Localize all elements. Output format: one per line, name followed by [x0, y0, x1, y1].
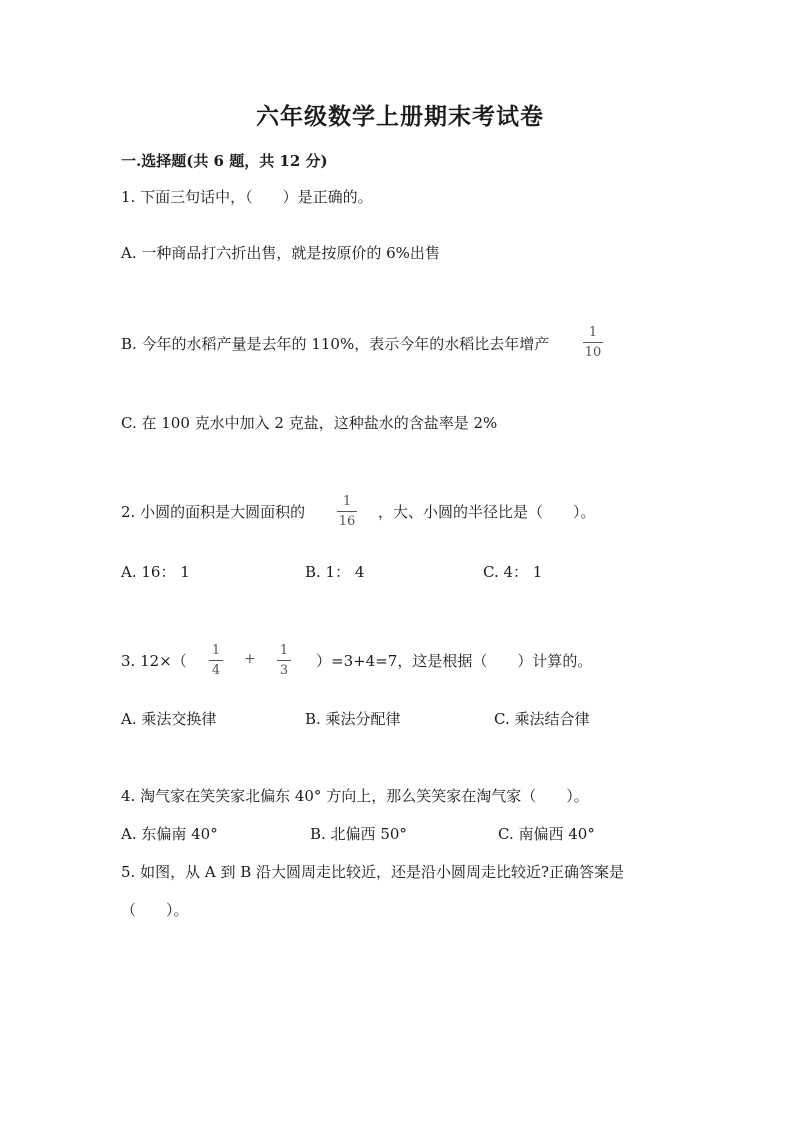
question-4-option-b: B. 北偏西 50° — [310, 825, 407, 843]
fraction-bar — [337, 511, 357, 512]
question-2-fraction — [337, 494, 357, 529]
section-heading: 一.选择题(共 6 题，共 12 分) — [121, 152, 328, 170]
question-3-option-b: B. 乘法分配律 — [305, 710, 401, 728]
question-3-option-c: C. 乘法结合律 — [494, 710, 590, 728]
question-5-stem-line-2: （ ）。 — [121, 901, 189, 919]
fraction-bar — [209, 660, 223, 661]
question-3-option-a: A. 乘法交换律 — [121, 710, 217, 728]
question-1-option-b: B. 今年的水稻产量是去年的 110%，表示今年的水稻比去年增产 — [121, 335, 550, 353]
question-4-option-a: A. 东偏南 40° — [121, 825, 218, 843]
fraction-numerator: 1 — [279, 643, 289, 658]
question-3-plus-sign: + — [244, 651, 256, 667]
question-3-stem-before: 3. 12×（ — [121, 652, 187, 670]
fraction-numerator: 1 — [588, 325, 598, 340]
question-4-option-c: C. 南偏西 40° — [498, 825, 595, 843]
question-1-option-c: C. 在 100 克水中加入 2 克盐，这种盐水的含盐率是 2% — [121, 414, 498, 432]
fraction-bar — [277, 660, 291, 661]
question-3-fraction-1 — [209, 643, 223, 678]
question-2-option-a: A. 16： 1 — [121, 563, 190, 581]
question-1-stem: 1. 下面三句话中，（ ）是正确的。 — [121, 188, 373, 206]
fraction-denominator: 16 — [338, 514, 356, 529]
page-title: 六年级数学上册期末考试卷 — [256, 103, 544, 130]
fraction-bar — [583, 342, 603, 343]
question-3-fraction-2 — [277, 643, 291, 678]
question-2-option-b: B. 1： 4 — [305, 563, 365, 581]
question-4-stem: 4. 淘气家在笑笑家北偏东 40° 方向上，那么笑笑家在淘气家（ ）。 — [121, 787, 589, 805]
fraction-denominator: 3 — [279, 663, 289, 678]
question-1-option-b-fraction — [583, 325, 603, 360]
fraction-denominator: 4 — [211, 663, 221, 678]
fraction-denominator: 10 — [584, 345, 602, 360]
question-5-stem-line-1: 5. 如图，从 A 到 B 沿大圆周走比较近，还是沿小圆周走比较近?正确答案是 — [121, 863, 625, 881]
question-2-stem-before: 2. 小圆的面积是大圆面积的 — [121, 503, 306, 521]
fraction-numerator: 1 — [211, 643, 221, 658]
question-3-stem-after: ）=3+4=7，这是根据（ ）计算的。 — [316, 652, 593, 670]
fraction-numerator: 1 — [342, 494, 352, 509]
question-1-option-a: A. 一种商品打六折出售，就是按原价的 6%出售 — [121, 244, 440, 262]
question-2-stem-after: ，大、小圆的半径比是（ ）。 — [378, 503, 596, 521]
question-2-option-c: C. 4： 1 — [483, 563, 543, 581]
